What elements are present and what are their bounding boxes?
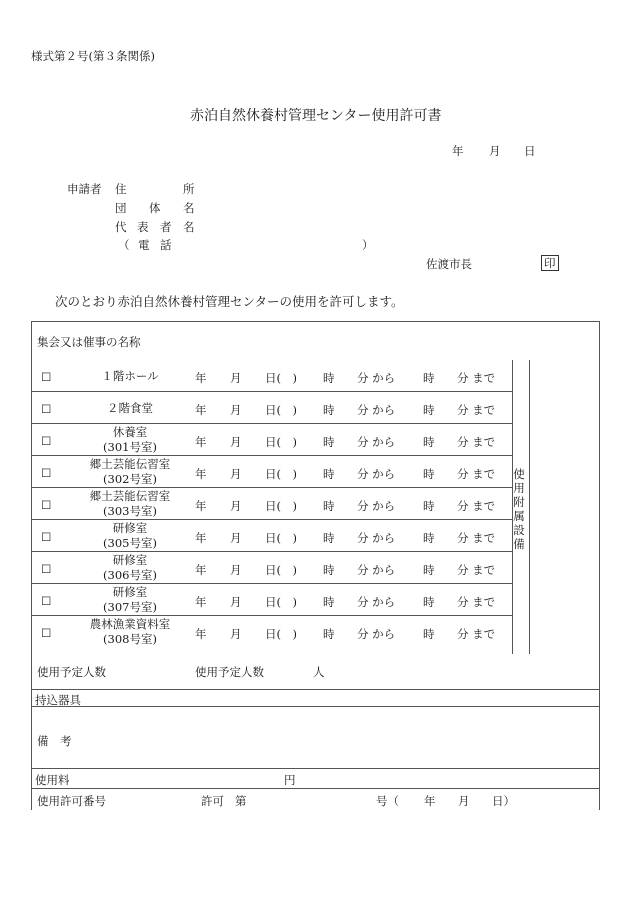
table-top-border bbox=[31, 321, 599, 322]
room-row bbox=[31, 393, 512, 425]
hour-label: 時 bbox=[323, 435, 335, 449]
hour-label: 時 bbox=[323, 499, 335, 513]
remarks-label: 備 考 bbox=[37, 734, 72, 748]
room-checkbox[interactable]: ☐ bbox=[41, 402, 52, 416]
rep-char-1: 代 bbox=[115, 220, 127, 234]
hour-end-label: 時 bbox=[423, 371, 435, 385]
year-label: 年 bbox=[195, 435, 207, 449]
room-checkbox[interactable]: ☐ bbox=[41, 626, 52, 640]
day-label: 日( ) bbox=[265, 499, 297, 513]
room-name-line2: (306号室) bbox=[103, 568, 157, 582]
room-row bbox=[31, 489, 512, 521]
date-month: 月 bbox=[489, 144, 501, 158]
applicant-label: 申請者 bbox=[67, 182, 102, 196]
hour-end-label: 時 bbox=[423, 499, 435, 513]
month-label: 月 bbox=[230, 531, 242, 545]
minute-from-label: 分 から bbox=[357, 595, 396, 609]
permit-day: 日） bbox=[492, 794, 515, 808]
room-name-line2: (303号室) bbox=[103, 504, 157, 518]
day-label: 日( ) bbox=[265, 595, 297, 609]
day-label: 日( ) bbox=[265, 435, 297, 449]
phone-char-2: 話 bbox=[160, 238, 172, 252]
hour-label: 時 bbox=[323, 627, 335, 641]
room-name bbox=[75, 401, 185, 416]
month-label: 月 bbox=[230, 499, 242, 513]
minute-from-label: 分 から bbox=[357, 467, 396, 481]
expected-count-label: 使用予定人数 bbox=[37, 665, 106, 679]
rep-char-4: 名 bbox=[183, 220, 195, 234]
minute-from-label: 分 から bbox=[357, 371, 396, 385]
section-divider bbox=[31, 689, 599, 690]
minute-to-label: 分 まで bbox=[457, 595, 496, 609]
room-checkbox[interactable]: ☐ bbox=[41, 434, 52, 448]
minute-from-label: 分 から bbox=[357, 499, 396, 513]
room-name bbox=[75, 489, 185, 519]
minute-to-label: 分 まで bbox=[457, 531, 496, 545]
org-char-3: 名 bbox=[183, 201, 195, 215]
day-label: 日( ) bbox=[265, 371, 297, 385]
room-name-line1: 研修室 bbox=[112, 585, 148, 599]
room-row bbox=[31, 617, 512, 649]
hour-end-label: 時 bbox=[423, 563, 435, 577]
minute-to-label: 分 まで bbox=[457, 467, 496, 481]
hour-label: 時 bbox=[323, 467, 335, 481]
items-brought-label: 持込器具 bbox=[35, 693, 81, 707]
permit-kyoka: 許可 bbox=[201, 794, 224, 808]
year-label: 年 bbox=[195, 627, 207, 641]
minute-to-label: 分 まで bbox=[457, 627, 496, 641]
room-name-line2: (302号室) bbox=[103, 472, 157, 486]
address-char-1: 住 bbox=[115, 182, 127, 196]
room-checkbox[interactable]: ☐ bbox=[41, 466, 52, 480]
room-name-line2: (307号室) bbox=[103, 600, 157, 614]
room-name bbox=[75, 585, 185, 615]
phone-open: （ bbox=[118, 238, 130, 252]
year-label: 年 bbox=[195, 563, 207, 577]
issuer-name: 佐渡市長 bbox=[426, 257, 472, 271]
minute-from-label: 分 から bbox=[357, 403, 396, 417]
room-checkbox[interactable]: ☐ bbox=[41, 370, 52, 384]
permit-number-label: 使用許可番号 bbox=[37, 794, 106, 808]
hour-label: 時 bbox=[323, 403, 335, 417]
address-char-2: 所 bbox=[183, 182, 195, 196]
month-label: 月 bbox=[230, 563, 242, 577]
section-divider bbox=[31, 768, 599, 769]
hour-label: 時 bbox=[323, 531, 335, 545]
room-name-line1: 研修室 bbox=[112, 553, 148, 567]
room-row bbox=[31, 457, 512, 489]
room-name bbox=[75, 521, 185, 551]
page-title: 赤泊自然休養村管理センター使用許可書 bbox=[190, 108, 442, 124]
day-label: 日( ) bbox=[265, 563, 297, 577]
room-row bbox=[31, 425, 512, 457]
month-label: 月 bbox=[230, 371, 242, 385]
day-label: 日( ) bbox=[265, 467, 297, 481]
intro-text: 次のとおり赤泊自然休養村管理センターの使用を許可します。 bbox=[55, 294, 404, 309]
room-name bbox=[75, 617, 185, 647]
table-right-border bbox=[599, 321, 600, 810]
room-checkbox[interactable]: ☐ bbox=[41, 594, 52, 608]
hour-end-label: 時 bbox=[423, 595, 435, 609]
hour-end-label: 時 bbox=[423, 467, 435, 481]
minute-from-label: 分 から bbox=[357, 531, 396, 545]
phone-char-1: 電 bbox=[138, 238, 150, 252]
month-label: 月 bbox=[230, 467, 242, 481]
minute-to-label: 分 まで bbox=[457, 435, 496, 449]
month-label: 月 bbox=[230, 627, 242, 641]
month-label: 月 bbox=[230, 403, 242, 417]
minute-to-label: 分 まで bbox=[457, 499, 496, 513]
fee-label: 使用料 bbox=[35, 773, 70, 787]
room-name-line1: ２階食堂 bbox=[107, 401, 153, 415]
equipment-right-border bbox=[529, 360, 530, 654]
year-label: 年 bbox=[195, 403, 207, 417]
room-name bbox=[75, 457, 185, 487]
room-checkbox[interactable]: ☐ bbox=[41, 562, 52, 576]
phone-close: ） bbox=[362, 238, 374, 252]
day-label: 日( ) bbox=[265, 403, 297, 417]
room-row bbox=[31, 361, 512, 393]
year-label: 年 bbox=[195, 467, 207, 481]
permit-year: 年 bbox=[424, 794, 436, 808]
room-name-line1: １階ホール bbox=[101, 369, 159, 383]
expected-count-label-2: 使用予定人数 bbox=[195, 665, 264, 679]
room-name bbox=[75, 369, 185, 384]
month-label: 月 bbox=[230, 435, 242, 449]
room-checkbox[interactable]: ☐ bbox=[41, 498, 52, 512]
section-divider bbox=[31, 788, 599, 789]
room-name-line1: 農林漁業資料室 bbox=[89, 617, 171, 631]
rep-char-2: 表 bbox=[137, 220, 149, 234]
hour-end-label: 時 bbox=[423, 627, 435, 641]
event-name-label: 集会又は催事の名称 bbox=[37, 335, 141, 349]
year-label: 年 bbox=[195, 531, 207, 545]
year-label: 年 bbox=[195, 371, 207, 385]
room-name-line1: 郷土芸能伝習室 bbox=[89, 489, 171, 503]
hour-label: 時 bbox=[323, 595, 335, 609]
room-name-line1: 郷土芸能伝習室 bbox=[89, 457, 171, 471]
hour-end-label: 時 bbox=[423, 403, 435, 417]
minute-to-label: 分 まで bbox=[457, 371, 496, 385]
room-row bbox=[31, 553, 512, 585]
rep-char-3: 者 bbox=[160, 220, 172, 234]
form-reference: 様式第２号(第３条関係) bbox=[31, 49, 155, 63]
room-row bbox=[31, 585, 512, 617]
day-label: 日( ) bbox=[265, 627, 297, 641]
room-name-line2: (308号室) bbox=[103, 632, 157, 646]
minute-from-label: 分 から bbox=[357, 435, 396, 449]
permit-dai: 第 bbox=[235, 794, 247, 808]
expected-count-unit: 人 bbox=[313, 665, 325, 679]
section-divider bbox=[31, 706, 599, 707]
minute-to-label: 分 まで bbox=[457, 403, 496, 417]
room-name-line2: (301号室) bbox=[103, 440, 157, 454]
minute-to-label: 分 まで bbox=[457, 563, 496, 577]
hour-label: 時 bbox=[323, 563, 335, 577]
minute-from-label: 分 から bbox=[357, 563, 396, 577]
year-label: 年 bbox=[195, 499, 207, 513]
room-name-line2: (305号室) bbox=[103, 536, 157, 550]
date-year: 年 bbox=[452, 144, 464, 158]
day-label: 日( ) bbox=[265, 531, 297, 545]
fee-unit: 円 bbox=[284, 773, 296, 787]
room-checkbox[interactable]: ☐ bbox=[41, 530, 52, 544]
hour-label: 時 bbox=[323, 371, 335, 385]
org-char-2: 体 bbox=[149, 201, 161, 215]
month-label: 月 bbox=[230, 595, 242, 609]
minute-from-label: 分 から bbox=[357, 627, 396, 641]
equipment-label: 使用附属設備 bbox=[513, 467, 525, 551]
org-char-1: 団 bbox=[115, 201, 127, 215]
date-day: 日 bbox=[524, 144, 536, 158]
permit-go: 号（ bbox=[376, 794, 399, 808]
seal-mark: 印 bbox=[541, 255, 559, 271]
permit-month: 月 bbox=[458, 794, 470, 808]
room-name bbox=[75, 553, 185, 583]
hour-end-label: 時 bbox=[423, 435, 435, 449]
year-label: 年 bbox=[195, 595, 207, 609]
hour-end-label: 時 bbox=[423, 531, 435, 545]
room-name-line1: 休養室 bbox=[112, 425, 148, 439]
room-row bbox=[31, 521, 512, 553]
room-name-line1: 研修室 bbox=[112, 521, 148, 535]
room-name bbox=[75, 425, 185, 455]
